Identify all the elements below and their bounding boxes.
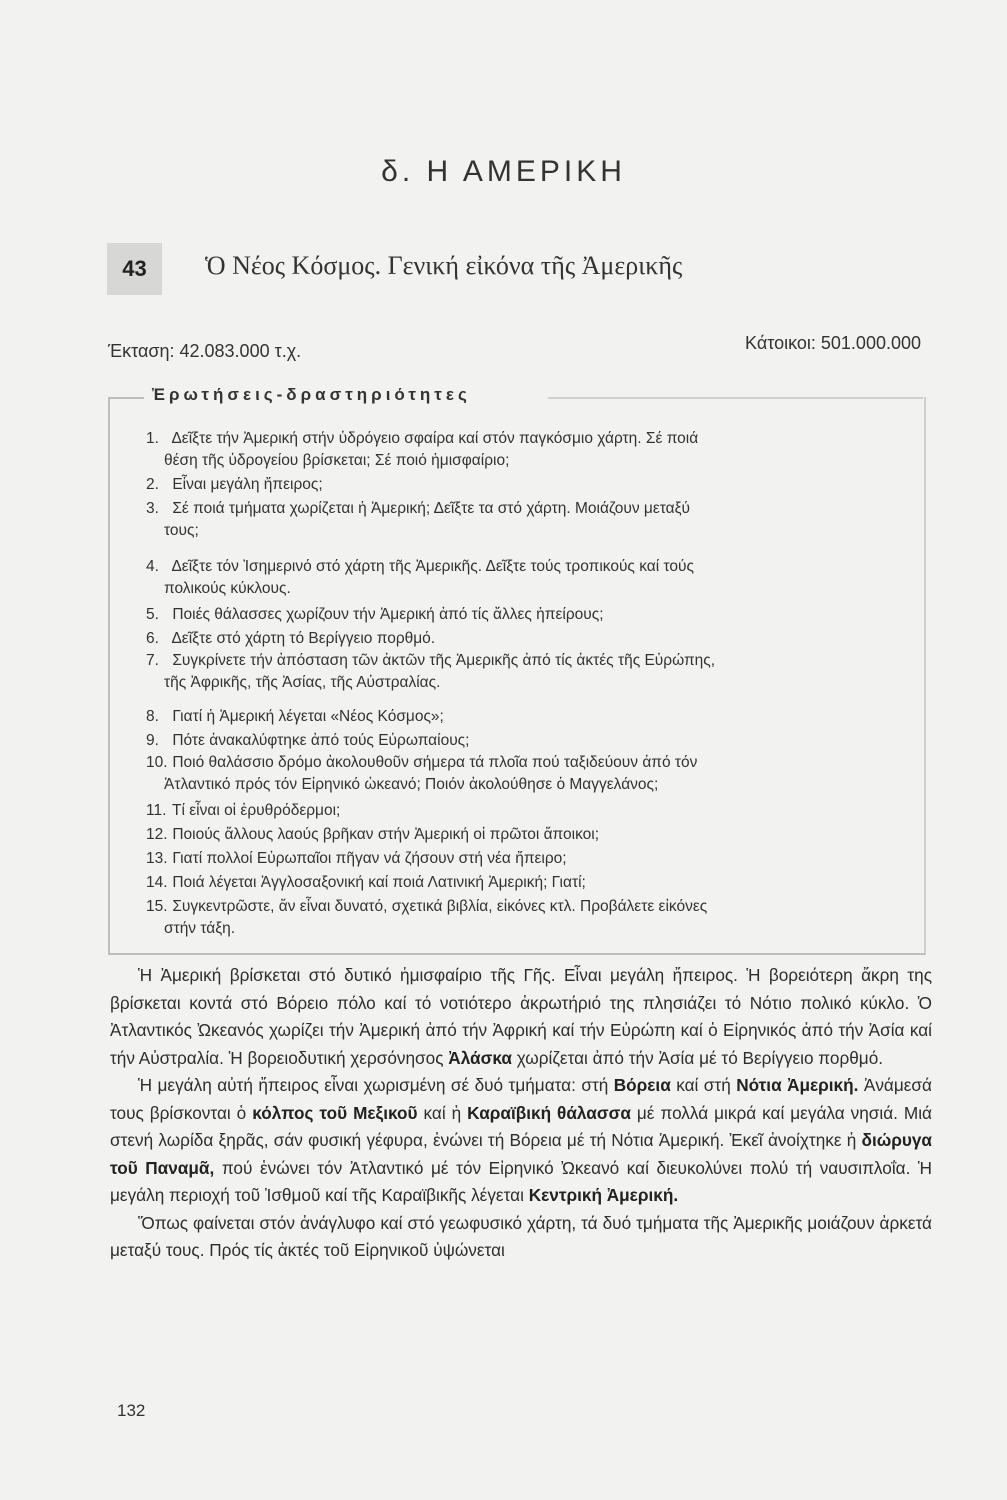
question-item xyxy=(146,650,916,694)
question-text: Ποιό θαλάσσιο δρόμο ἀκολουθοῦν σήμερα τά πλοῖα πού ταξιδεύουν ἀπό τόν xyxy=(172,754,698,771)
question-item xyxy=(146,730,916,752)
question-item xyxy=(146,896,916,940)
question-text: Ποιές θάλασσες χωρίζουν τήν Ἀμερική ἀπό τίς ἄλλες ἠπείρους; xyxy=(172,606,604,623)
question-text: Συγκρίνετε τήν ἀπόσταση τῶν ἀκτῶν τῆς Ἀμερικῆς ἀπό τίς ἀκτές τῆς Εὐρώπης, xyxy=(172,652,716,669)
question-text-continued: τῆς Ἀφρικῆς, τῆς Ἀσίας, τῆς Αὐστραλίας. xyxy=(164,674,441,691)
question-text: Γιατί πολλοί Εὐρωπαῖοι πῆγαν νά ζήσουν στή νέα ἤπειρο; xyxy=(172,850,567,867)
section-title: δ. Η ΑΜΕΡΙΚΗ xyxy=(381,155,626,188)
question-item xyxy=(146,752,916,796)
question-text-continued: θέση τῆς ὑδρογείου βρίσκεται; Σέ ποιό ἡμισφαίριο; xyxy=(164,452,510,469)
question-number: 5. xyxy=(146,606,159,623)
question-number: 11. xyxy=(146,802,167,819)
question-number: 6. xyxy=(146,630,159,647)
paragraph-1: Ἡ Ἀμερική βρίσκεται στό δυτικό ἡμισφαίριο τῆς Γῆς. Εἶναι μεγάλη ἤπειρος. Ἡ βορειότερη ἄκρη της βρίσκεται κοντά στό Βόρειο πόλο καί τό νοτιότερο ἀκρωτήριό της πλησιάζει τό Νότιο πολικό κύκλο. Ὁ Ἀτλαντικός Ὠκεανός χωρίζει τήν Ἀμερική ἀπό τήν Ἀφρική καί τήν Εὐρώπη καί ὁ Εἰρηνικός ἀπό τήν Ἀσία καί τήν Αὐστραλία. Ἡ βορειοδυτική χερσόνησος Ἀλάσκα χωρίζεται ἀπό τήν Ἀσία μέ τό Βερίγγειο πορθμό. xyxy=(110,965,932,1068)
question-number: 12. xyxy=(146,826,168,843)
lesson-number-badge: 43 xyxy=(107,243,162,295)
question-text-continued: πολικούς κύκλους. xyxy=(164,580,291,597)
question-text: Πότε ἀνακαλύφτηκε ἀπό τούς Εὐρωπαίους; xyxy=(172,732,470,749)
question-text: Γιατί ἡ Ἀμερική λέγεται «Νέος Κόσμος»; xyxy=(172,708,444,725)
area-stat: Έκταση: 42.083.000 τ.χ. xyxy=(108,341,302,361)
question-item xyxy=(146,848,916,870)
question-item xyxy=(146,604,916,626)
question-number: 2. xyxy=(146,476,159,493)
question-item xyxy=(146,474,916,496)
question-item xyxy=(146,800,916,822)
question-number: 1. xyxy=(146,430,159,447)
question-item xyxy=(146,824,916,846)
question-text-continued: Ἀτλαντικό πρός τόν Εἰρηνικό ὠκεανό; Ποιόν ἀκολούθησε ὁ Μαγγελάνος; xyxy=(164,776,659,793)
question-text-continued: στήν τάξη. xyxy=(164,920,236,937)
question-text: Δεῖξτε στό χάρτη τό Βερίγγειο πορθμό. xyxy=(171,630,436,647)
paragraph-3: Ὅπως φαίνεται στόν ἀνάγλυφο καί στό γεωφυσικό χάρτη, τά δυό τμήματα τῆς Ἀμερικῆς μοιάζουν ἀρκετά μεταξύ τους. Πρός τίς ἀκτές τοῦ Εἰρηνικοῦ ὑψώνεται xyxy=(110,1212,932,1260)
question-text: Συγκεντρῶστε, ἄν εἶναι δυνατό, σχετικά βιβλία, εἰκόνες κτλ. Προβάλετε εἰκόνες xyxy=(172,898,708,915)
question-text: Δεῖξτε τήν Ἀμερική στήν ὑδρόγειο σφαίρα καί στόν παγκόσμιο χάρτη. Σέ ποιά xyxy=(171,430,699,447)
paragraph-2: Ἡ μεγάλη αὐτή ἤπειρος εἶναι χωρισμένη σέ δυό τμήματα: στή Βόρεια καί στή Νότια Ἀμερική. Ἀνάμεσά τους βρίσκονται ὁ κόλπος τοῦ Μεξικοῦ καί ἡ Καραϊβική θάλασσα μέ πολλά μικρά καί μεγάλα νησιά. Μιά στενή λωρίδα ξηρᾶς, σάν φυσική γέφυρα, ἑνώνει τή Βόρεια μέ τή Νότια Ἀμερική. Ἐκεῖ ἀνοίχτηκε ἡ διώρυγα τοῦ Παναμᾶ, πού ἑνώνει τόν Ἀτλαντικό μέ τόν Εἰρηνικό Ὠκεανό καί διευκολύνει πολύ τή ναυσιπλοΐα. Ἡ μεγάλη περιοχή τοῦ Ἰσθμοῦ καί τῆς Καραϊβικῆς λέγεται Κεντρική Ἀμερική. xyxy=(110,1075,933,1205)
box-border-divider xyxy=(548,397,923,399)
box-border-divider xyxy=(108,397,144,399)
question-number: 8. xyxy=(146,708,159,725)
question-number: 13. xyxy=(146,850,168,867)
question-item xyxy=(146,706,916,728)
body-text xyxy=(110,962,932,1265)
question-text: Ποιά λέγεται Ἀγγλοσαξονική καί ποιά Λατινική Ἀμερική; Γιατί; xyxy=(172,874,586,891)
question-number: 9. xyxy=(146,732,159,749)
question-item xyxy=(146,872,916,894)
question-item xyxy=(146,556,916,600)
page-number: 132 xyxy=(117,1401,146,1420)
question-number: 15. xyxy=(146,898,168,915)
question-item xyxy=(146,498,916,542)
question-text: Δεῖξτε τόν Ἰσημερινό στό χάρτη τῆς Ἀμερικῆς. Δεῖξτε τούς τροπικούς καί τούς xyxy=(171,558,694,575)
question-text: Τί εἶναι οἱ ἐρυθρόδερμοι; xyxy=(172,802,341,819)
question-item xyxy=(146,628,916,650)
lesson-title: Ὁ Νέος Κόσμος. Γενική εἰκόνα τῆς Ἀμερικῆς xyxy=(205,251,683,280)
question-text: Εἶναι μεγάλη ἤπειρος; xyxy=(172,476,323,493)
question-number: 4. xyxy=(146,558,159,575)
question-text: Ποιούς ἄλλους λαούς βρῆκαν στήν Ἀμερική οἱ πρῶτοι ἄποικοι; xyxy=(172,826,599,843)
question-item xyxy=(146,428,916,472)
question-text-continued: τους; xyxy=(164,522,199,539)
question-number: 10. xyxy=(146,754,168,771)
questions-heading: Ἐρωτήσεις-δραστηριότητες xyxy=(152,385,471,404)
question-number: 3. xyxy=(146,500,159,517)
question-number: 7. xyxy=(146,652,159,669)
question-text: Σέ ποιά τμήματα χωρίζεται ἡ Ἀμερική; Δεῖξτε τα στό χάρτη. Μοιάζουν μεταξύ xyxy=(172,500,691,517)
population-stat: Κάτοικοι: 501.000.000 xyxy=(745,333,921,353)
question-number: 14. xyxy=(146,874,168,891)
